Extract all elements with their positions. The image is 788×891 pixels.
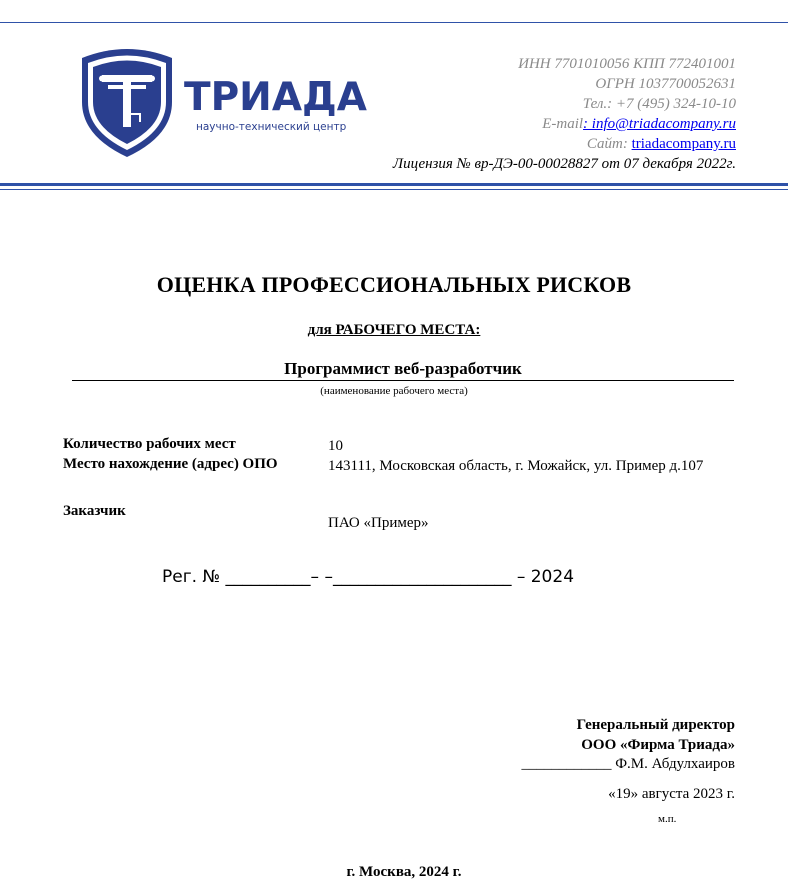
- workplace-name: Программист веб-разработчик: [72, 359, 734, 381]
- phone: Тел.: +7 (495) 324-10-10: [582, 96, 736, 112]
- header-top-rule: [0, 22, 788, 23]
- customer-label: Заказчик: [63, 503, 126, 519]
- address-value: 143111, Московская область, г. Можайск, ул. Пример д.107: [328, 458, 704, 474]
- stamp-mark: м.п.: [658, 813, 677, 825]
- workplace-caption: (наименование рабочего места): [320, 385, 468, 397]
- header-bottom-rule-thin: [0, 189, 788, 190]
- signature-date: «19» августа 2023 г.: [608, 786, 735, 802]
- site-line: [393, 134, 736, 154]
- logo-name: ТРИАДА: [184, 75, 367, 120]
- license: Лицензия № вр-ДЭ-00-00028827 от 07 декабря 2022г.: [392, 156, 736, 172]
- address-label: Место нахождение (адрес) ОПО: [63, 456, 278, 472]
- ogrn: ОГРН 1037700052631: [595, 76, 736, 92]
- email-label: E-mail: [542, 116, 584, 132]
- header-bottom-rule-thick: [0, 183, 788, 186]
- footer-place-year: г. Москва, 2024 г.: [346, 864, 462, 880]
- signer-position: Генеральный директор: [576, 717, 735, 733]
- triada-shield-logo-icon: [80, 44, 380, 162]
- email-line: [393, 114, 736, 134]
- registration-number: Рег. № __________– –_____________________ – 2024: [162, 567, 575, 587]
- count-label: Количество рабочих мест: [63, 436, 236, 452]
- logo-tagline: научно-технический центр: [196, 121, 347, 133]
- signer-company: ООО «Фирма Триада»: [581, 737, 735, 753]
- document-subtitle: для РАБОЧЕГО МЕСТА:: [307, 322, 481, 338]
- site-link[interactable]: triadacompany.ru: [631, 136, 736, 152]
- document-title: ОЦЕНКА ПРОФЕССИОНАЛЬНЫХ РИСКОВ: [156, 272, 632, 297]
- customer-value: ПАО «Пример»: [328, 515, 429, 531]
- site-label: Сайт:: [586, 136, 632, 152]
- inn-kpp: ИНН 7701010056 КПП 772401001: [518, 56, 736, 72]
- signer-name: ____________ Ф.М. Абдулхаиров: [521, 756, 735, 772]
- email-link[interactable]: : info@triadacompany.ru: [583, 116, 736, 132]
- company-logo: [80, 44, 380, 162]
- count-value: 10: [328, 438, 343, 454]
- company-requisites: [393, 54, 736, 174]
